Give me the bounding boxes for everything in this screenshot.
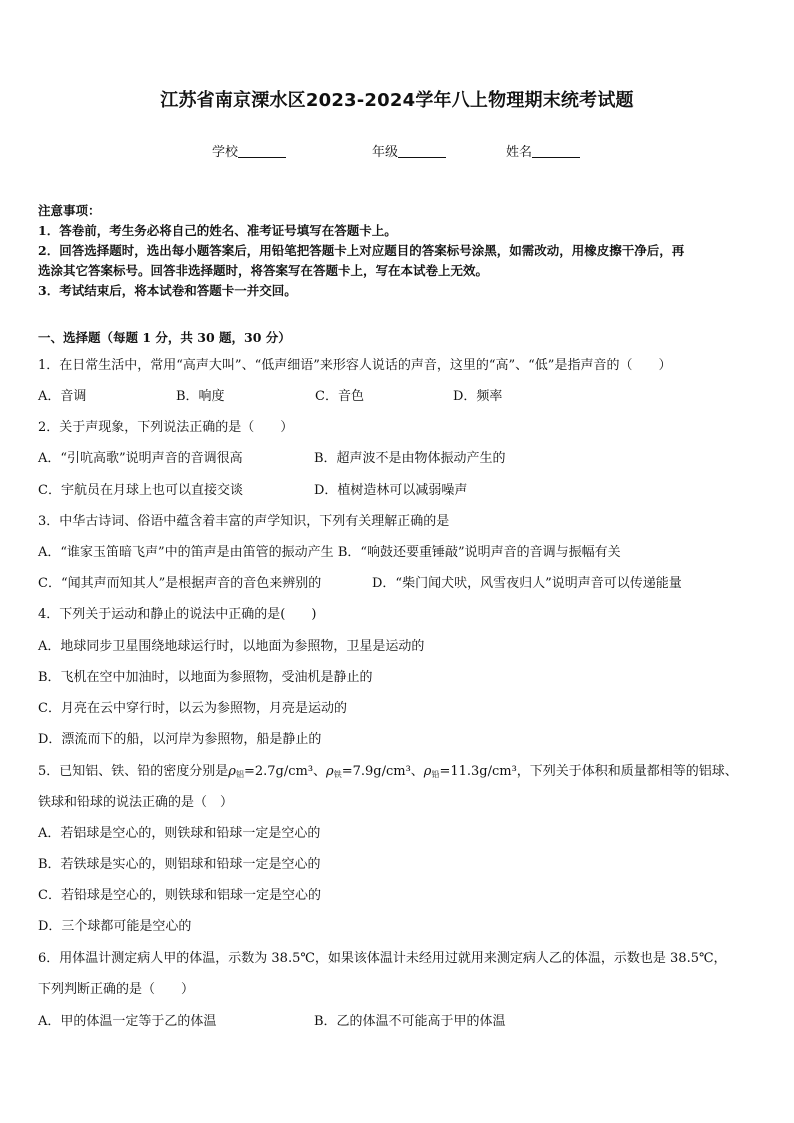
section-heading: 一、选择题（每题 1 分，共 30 题，30 分） (38, 330, 291, 345)
density-al: =2.7g/cm³、 (243, 764, 327, 779)
q3-option-ab: A．“谁家玉笛暗飞声”中的笛声是由笛管的振动产生 B．“响鼓还要重锤敲”说明声音的音调与振幅有关 (38, 545, 621, 560)
notes-heading: 注意事项： (38, 203, 101, 218)
q3-option-c: C．“闻其声而知其人”是根据声音的音色来辨别的 (38, 576, 322, 591)
q6-stem-line-2: 下列判断正确的是（ ） (38, 982, 195, 997)
notes-item-2b: 选涂其它答案标号。回答非选择题时，将答案写在答题卡上，写在本试卷上无效。 (38, 263, 489, 278)
notes-item-1: 1．答卷前，考生务必将自己的姓名、准考证号填写在答题卡上。 (38, 223, 397, 238)
density-pb: =11.3g/cm³ (439, 764, 517, 779)
rho-symbol-fe: ρ (326, 764, 334, 779)
name-label: 姓名 (506, 145, 533, 160)
q4-option-d: D．漂流而下的船，以河岸为参照物，船是静止的 (38, 732, 322, 747)
q2-option-c: C．宇航员在月球上也可以直接交谈 (38, 483, 243, 498)
q1-stem: 1．在日常生活中，常用“高声大叫”、“低声细语”来形容人说话的声音，这里的“高”、“低”是指声音的（ ） (38, 358, 672, 373)
q6-option-b: B．乙的体温不可能高于甲的体温 (314, 1014, 506, 1029)
school-field (212, 141, 286, 160)
q5-option-b: B．若铁球是实心的，则铝球和铅球一定是空心的 (38, 857, 321, 872)
q2-option-b: B．超声波不是由物体振动产生的 (314, 451, 506, 466)
q1-option-d: D．频率 (453, 389, 503, 404)
q5-stem-line-1 (38, 760, 738, 780)
q2-option-a: A．“引吭高歌”说明声音的音调很高 (38, 451, 243, 466)
notes-item-3: 3．考试结束后，将本试卷和答题卡一并交回。 (38, 283, 297, 298)
school-blank[interactable] (238, 143, 286, 158)
grade-field (372, 141, 446, 160)
q5-stem-end: ，下列关于体积和质量都相等的铝球、 (516, 764, 738, 779)
q1-option-c: C．音色 (315, 389, 364, 404)
density-fe: =7.9g/cm³、 (341, 764, 424, 779)
q2-option-d: D．植树造林可以减弱噪声 (314, 483, 468, 498)
rho-symbol-pb: ρ (423, 764, 432, 779)
q6-option-a: A．甲的体温一定等于乙的体温 (38, 1014, 217, 1029)
q5-option-a: A．若铝球是空心的，则铁球和铅球一定是空心的 (38, 826, 321, 841)
q4-option-a: A．地球同步卫星围绕地球运行时，以地面为参照物，卫星是运动的 (38, 639, 425, 654)
q5-stem-start: 5．已知铝、铁、铅的密度分别是 (38, 764, 229, 779)
name-blank[interactable] (532, 143, 580, 158)
q4-option-b: B．飞机在空中加油时，以地面为参照物，受油机是静止的 (38, 670, 373, 685)
q4-option-c: C．月亮在云中穿行时，以云为参照物，月亮是运动的 (38, 701, 347, 716)
notes-item-2a: 2．回答选择题时，选出每小题答案后，用铅笔把答题卡上对应题目的答案标号涂黑，如需改动，用橡皮擦干净后，再 (38, 243, 685, 258)
q5-stem-line-2: 铁球和铅球的说法正确的是（ ） (38, 795, 234, 810)
subscript-fe: 铁 (333, 770, 342, 779)
q1-option-a: A．音调 (38, 389, 87, 404)
rho-symbol-al: ρ (228, 764, 236, 779)
q4-stem: 4．下列关于运动和静止的说法中正确的是( ) (38, 607, 317, 622)
q2-stem: 2．关于声现象，下列说法正确的是（ ） (38, 420, 294, 435)
q1-option-b: B．响度 (176, 389, 225, 404)
school-label: 学校 (212, 145, 239, 160)
grade-blank[interactable] (398, 143, 446, 158)
name-field (506, 141, 580, 160)
grade-label: 年级 (372, 145, 399, 160)
q3-option-d: D．“柴门闻犬吠，风雪夜归人”说明声音可以传递能量 (372, 576, 682, 591)
q5-option-c: C．若铅球是空心的，则铁球和铝球一定是空心的 (38, 888, 321, 903)
notes-block (38, 201, 760, 301)
page-title: 江苏省南京溧水区2023-2024学年八上物理期末统考试题 (160, 90, 634, 111)
subscript-pb: 铅 (431, 770, 440, 779)
subscript-al: 铝 (235, 770, 244, 779)
q3-stem: 3．中华古诗词、俗语中蕴含着丰富的声学知识，下列有关理解正确的是 (38, 514, 450, 529)
q6-stem-line-1: 6．用体温计测定病人甲的体温，示数为 38.5℃，如果该体温计未经用过就用来测定病人乙的体温，示数也是 38.5℃， (38, 951, 727, 966)
q5-option-d: D．三个球都可能是空心的 (38, 919, 192, 934)
